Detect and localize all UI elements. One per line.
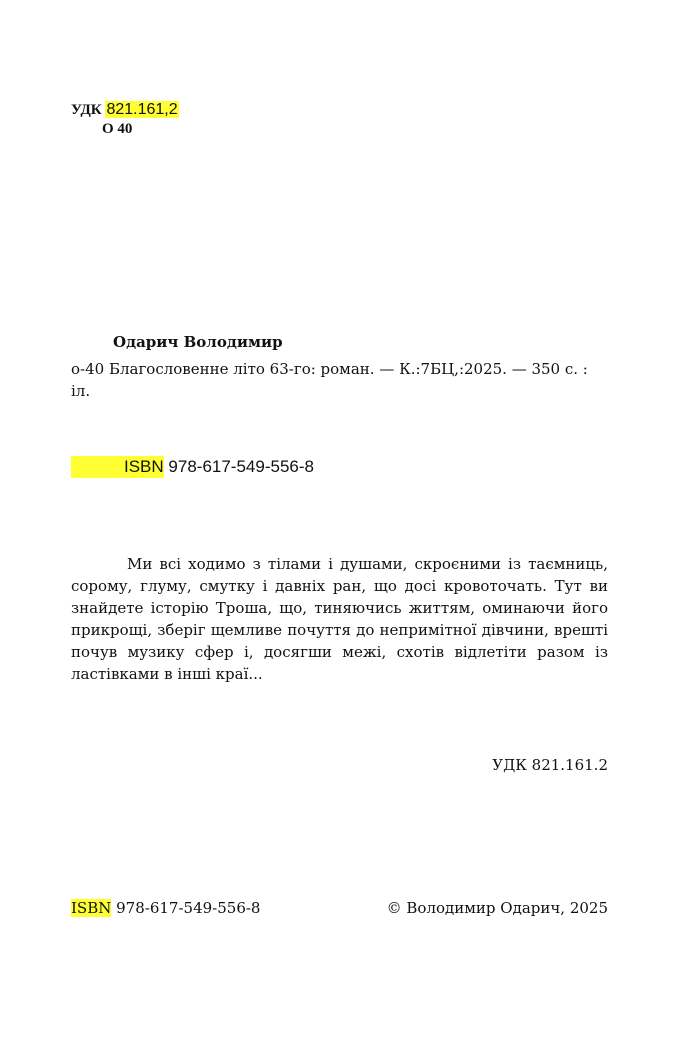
isbn-label-highlighted: ISBN [71,456,164,478]
author-sign: О 40 [102,121,133,137]
udk-heading [71,100,179,120]
author-name: Одарич Володимир [113,333,283,351]
footer-isbn-label: ISBN [71,899,112,917]
footer-isbn-number: 978-617-549-556-8 [116,899,261,917]
udk-bottom: УДК 821.161.2 [492,756,608,774]
udk-label: УДК [71,102,102,118]
annotation-paragraph: Ми всі ходимо з тілами і душами, скроєними із таємниць, сорому, глуму, смутку і давніх ран, що досі кровоточать. Тут ви знайдете історію Троша, що, тиняючись життям, оминаючи його прикрощі, зберіг щемливе почуття до непримітної дівчини, врешті почув музику сфер і, досягши межі, схотів відлетіти разом із ластівками в інші краї... [71,555,608,683]
footer-isbn [71,898,260,918]
bibliographic-entry: о-40 Благословенне літо 63-го: роман. — К.:7БЦ,:2025. — 350 с. : іл. [71,360,588,400]
copyright-notice: © Володимир Одарич, 2025 [386,899,608,917]
isbn-number: 978-617-549-556-8 [168,457,314,476]
udk-number-highlighted: 821.161,2 [106,101,178,118]
isbn-block [71,456,314,478]
